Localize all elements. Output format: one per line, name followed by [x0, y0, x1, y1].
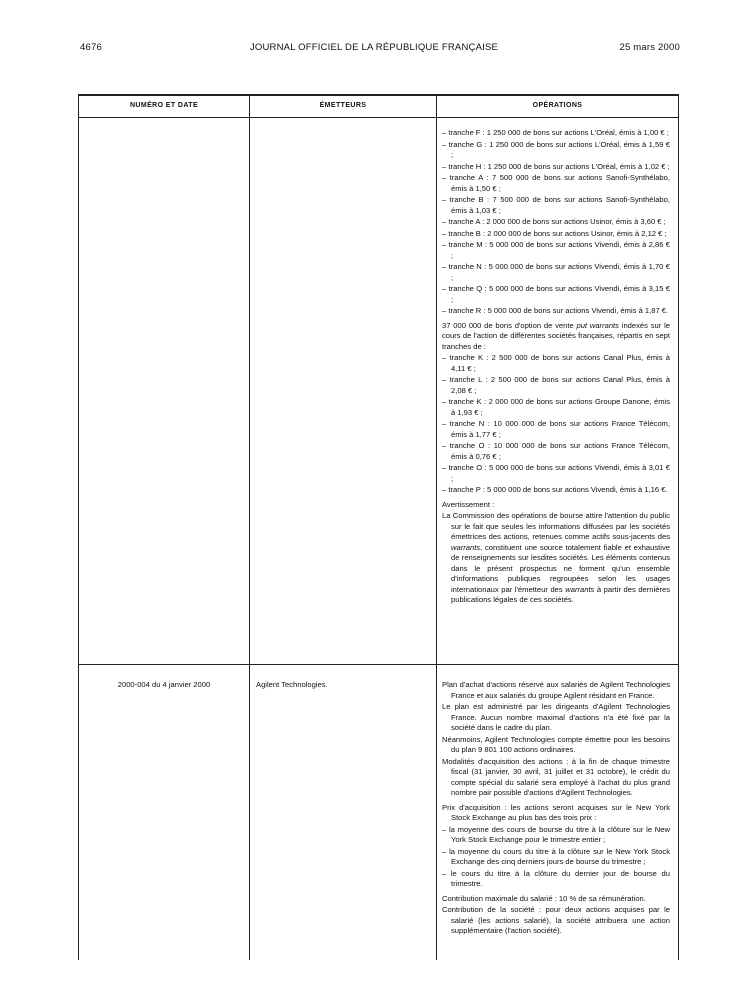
tranche-item: – tranche L : 2 500 000 de bons sur actions Canal Plus, émis à 2,08 € ; — [442, 375, 670, 395]
tranche-item: – tranche K : 2 500 000 de bons sur actions Canal Plus, émis à 4,11 € ; — [442, 353, 670, 373]
tranche-item: – tranche B : 7 500 000 de bons sur actions Sanofi-Synthélabo, émis à 1,03 € ; — [442, 195, 670, 215]
tranche-item: – tranche A : 2 000 000 de bons sur actions Usinor, émis à 3,60 € ; — [442, 217, 666, 226]
column-divider-1 — [249, 94, 250, 960]
row2-operations — [442, 680, 670, 938]
tranche-item: – tranche R : 5 000 000 de bons sur actions Vivendi, émis à 1,87 €. — [442, 306, 669, 315]
table-left-rule — [78, 94, 79, 960]
put-warrants-intro: 37 000 000 de bons d'option de vente put warrants indexés sur le cours de l'action de différentes sociétés françaises, répartis en sept tranches de : — [442, 320, 670, 351]
price-item: – la moyenne des cours de bourse du titre à la clôture sur le New York Stock Exchange pour le trimestre entier ; — [442, 824, 670, 844]
row2-issuer: Agilent Technologies. — [256, 680, 328, 689]
row2-number-date: 2000-004 du 4 janvier 2000 — [117, 680, 211, 689]
tranche-item: – tranche H : 1 250 000 de bons sur actions L'Oréal, émis à 1,02 € ; — [442, 161, 670, 171]
contribution-company: Contribution de la société : pour deux actions acquises par le salarié (les actions salarié), la société attribuera une action supplémentaire (l'action société). — [442, 905, 670, 935]
row-separator-rule — [78, 664, 679, 665]
tranche-item: – tranche Q : 5 000 000 de bons sur actions Vivendi, émis à 3,15 € ; — [442, 284, 670, 304]
column-header-number-date: NUMÉRO ET DATE — [129, 102, 199, 109]
price-item: – la moyenne du cours du titre à la clôture sur le New York Stock Exchange des cinq derniers jours de bourse du trimestre ; — [442, 846, 670, 866]
tranche-item: – tranche N : 5 000 000 de bons sur actions Vivendi, émis à 1,70 € ; — [442, 262, 670, 282]
tranche-item: – tranche A : 7 500 000 de bons sur actions Sanofi-Synthélabo, émis à 1,50 € ; — [442, 173, 670, 193]
plan-paragraph: Le plan est administré par les dirigeants d'Agilent Technologies France. Aucun nombre maximal d'actions n'a été fixé par la société dans le cadre du plan. — [442, 702, 670, 732]
column-divider-2 — [436, 94, 437, 960]
row1-operations — [442, 128, 670, 607]
price-intro: Prix d'acquisition : les actions seront acquises sur le New York Stock Exchange au plus bas des trois prix : — [442, 802, 670, 822]
tranche-item: – tranche N : 10 000 000 de bons sur actions France Télécom, émis à 1,77 € ; — [442, 419, 670, 439]
column-header-issuers: ÉMETTEURS — [319, 102, 367, 109]
plan-paragraph: Néanmoins, Agilent Technologies compte émettre pour les besoins du plan 9 801 100 actions ordinaires. — [442, 734, 670, 754]
journal-title: JOURNAL OFFICIEL DE LA RÉPUBLIQUE FRANÇAISE — [249, 42, 499, 53]
price-item: – le cours du titre à la clôture du dernier jour de bourse du trimestre. — [442, 868, 670, 888]
publication-date: 25 mars 2000 — [619, 42, 680, 53]
tranche-item: – tranche F : 1 250 000 de bons sur actions L'Oréal, émis à 1,00 € ; — [442, 128, 669, 137]
tranche-item: – tranche K : 2 000 000 de bons sur actions Groupe Danone, émis à 1,93 € ; — [442, 397, 670, 417]
table-right-rule — [678, 94, 679, 960]
tranche-item: – tranche P : 5 000 000 de bons sur actions Vivendi, émis à 1,16 €. — [442, 485, 668, 494]
warning-title: Avertissement : — [442, 499, 495, 509]
tranche-item: – tranche O : 5 000 000 de bons sur actions Vivendi, émis à 3,01 € ; — [442, 463, 670, 483]
tranche-item: – tranche M : 5 000 000 de bons sur actions Vivendi, émis à 2,86 € ; — [442, 240, 670, 260]
tranche-item: – tranche B : 2 000 000 de bons sur actions Usinor, émis à 2,12 € ; — [442, 228, 667, 238]
page-number: 4676 — [80, 42, 102, 53]
warning-text: La Commission des opérations de bourse attire l'attention du public sur le fait que seules les informations diffusées par les sociétés émettrices des actions, retenues comme actifs sous-jacents des warrants, constituent une source totalement fiable et exhaustive de renseignements sur lesdites sociétés. Les éléments contenus dans le présent prospectus ne forment qu'un ensemble d'informations publiques regroupées selon les usages internationaux par l'émetteur des warrants à partir des dernières publications légales de ces sociétés. — [442, 511, 670, 604]
tranche-item: – tranche O : 10 000 000 de bons sur actions France Télécom, émis à 0,76 € ; — [442, 441, 670, 461]
plan-paragraph: Plan d'achat d'actions réservé aux salariés de Agilent Technologies France et aux salariés du groupe Agilent résidant en France. — [442, 680, 670, 700]
column-header-operations: OPÉRATIONS — [532, 102, 583, 109]
header-bottom-rule — [78, 117, 679, 118]
plan-paragraph: Modalités d'acquisition des actions : à la fin de chaque trimestre fiscal (31 janvier, 30 avril, 31 juillet et 31 octobre), le crédit du compte spécial du salarié sera employé à l'achat du plus grand nombre pair possible d'actions d'Agilent Technologies. — [442, 756, 670, 797]
tranche-item: – tranche G : 1 250 000 de bons sur actions L'Oréal, émis à 1,59 € ; — [442, 139, 670, 159]
contribution-max: Contribution maximale du salarié : 10 % de sa rémunération. — [442, 893, 646, 903]
